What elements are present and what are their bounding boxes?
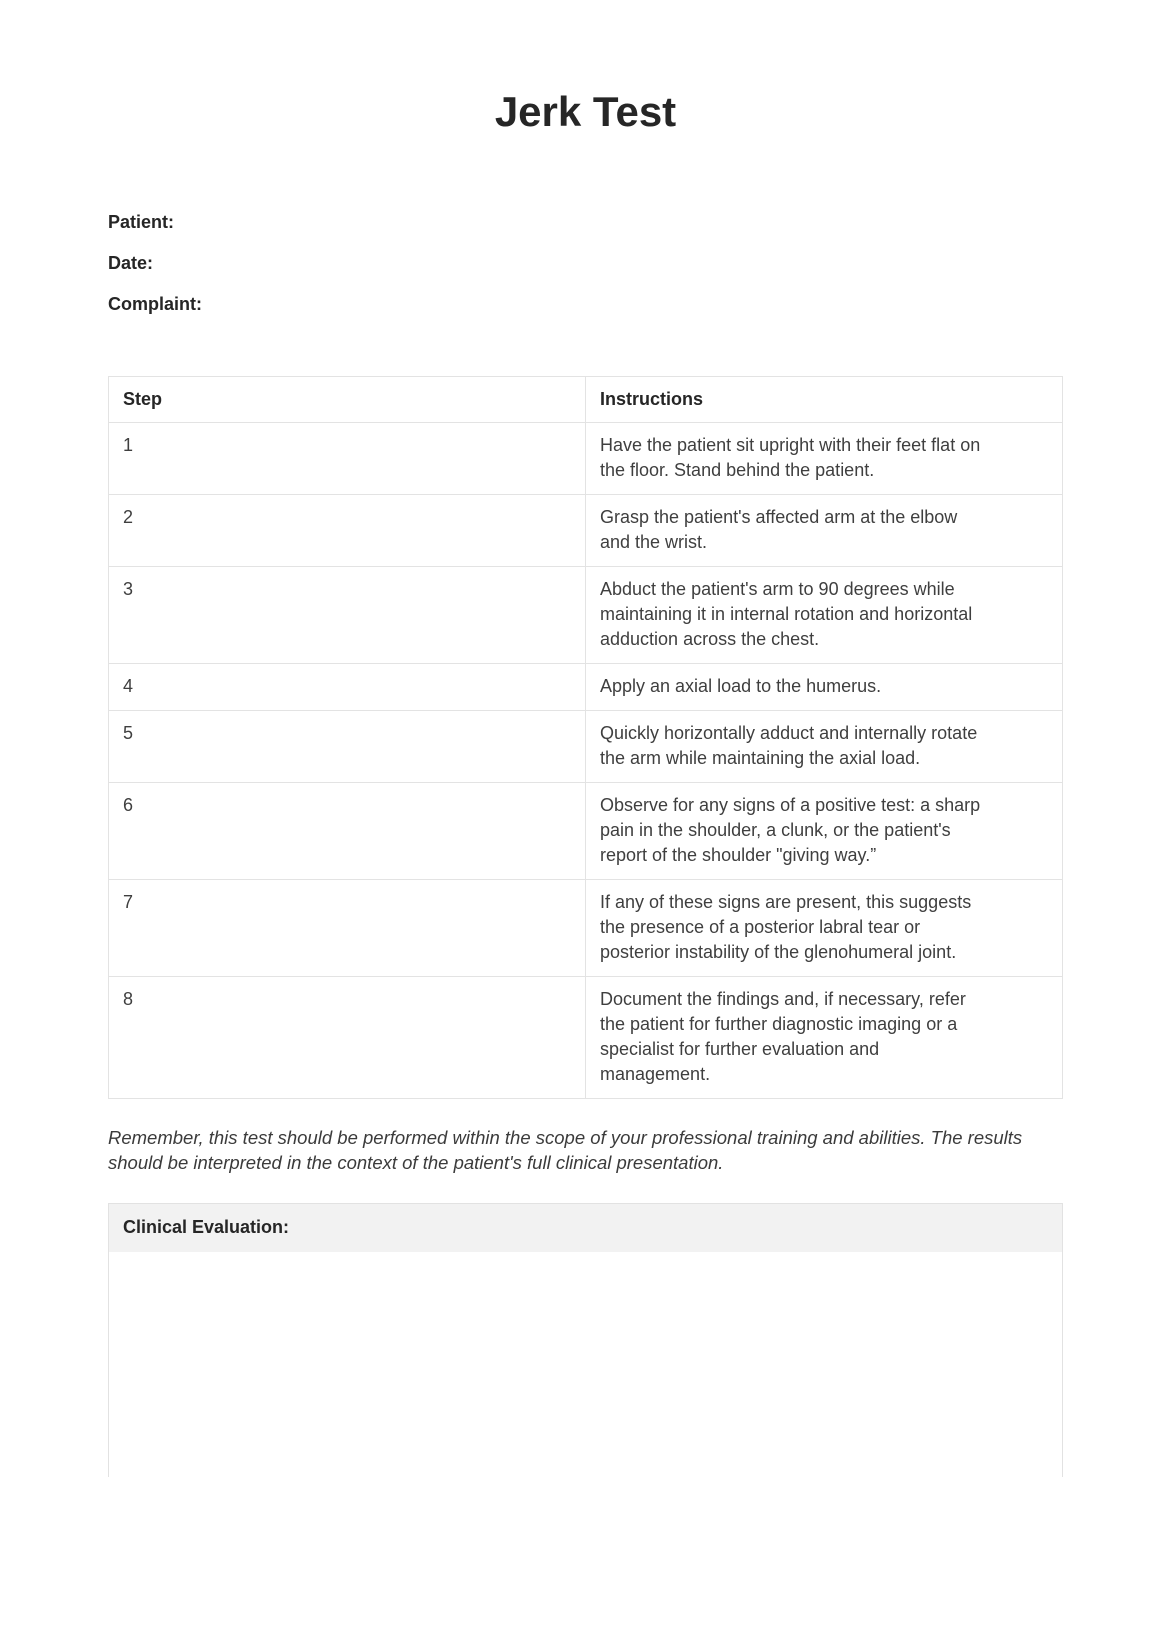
patient-field[interactable] [108,212,1063,232]
instruction-text: Quickly horizontally adduct and internally rotate the arm while maintaining the axial load. [600,723,978,768]
instruction-cell [586,664,1063,711]
instruction-cell [586,880,1063,977]
instruction-cell [586,977,1063,1099]
table-row [109,783,1063,880]
step-number: 4 [109,664,586,711]
instruction-text: If any of these signs are present, this suggests the presence of a posterior labral tear or posterior instability of the glenohumeral joint. [600,892,972,962]
complaint-field[interactable] [108,294,1063,314]
instruction-text: Document the findings and, if necessary, refer the patient for further diagnostic imaging or a specialist for further evaluation and management. [600,989,966,1084]
disclaimer-note: Remember, this test should be performed within the scope of your professional training and abilities. The results should be interpreted in the context of the patient's full clinical presentation. [108,1127,1023,1173]
instruction-text: Grasp the patient's affected arm at the elbow and the wrist. [600,507,958,552]
step-number: 5 [109,711,586,783]
clinical-evaluation-header [109,1204,1062,1252]
instruction-cell [586,711,1063,783]
step-number: 6 [109,783,586,880]
table-row [109,977,1063,1099]
instruction-text: Abduct the patient's arm to 90 degrees while maintaining it in internal rotation and horizontal adduction across the chest. [600,579,973,649]
instruction-cell [586,783,1063,880]
table-row [109,711,1063,783]
clinical-evaluation-label: Clinical Evaluation: [123,1217,290,1237]
page-title: Jerk Test [494,88,677,135]
step-number: 2 [109,495,586,567]
table-row [109,423,1063,495]
instruction-text: Observe for any signs of a positive test: a sharp pain in the shoulder, a clunk, or the patient's report of the shoulder "giving way.” [600,795,981,865]
table-row [109,495,1063,567]
instruction-cell [586,495,1063,567]
clinical-evaluation-box [108,1203,1063,1477]
instruction-text: Apply an axial load to the humerus. [600,676,882,696]
steps-table-head [109,377,1063,423]
date-field[interactable] [108,253,1063,273]
table-header-row [109,377,1063,423]
step-column-header: Step [109,377,586,423]
patient-info-section [108,212,1063,314]
steps-table-body [109,423,1063,1099]
step-number: 3 [109,567,586,664]
table-row [109,567,1063,664]
instructions-column-header: Instructions [586,377,1063,423]
steps-table [108,376,1063,1099]
step-number: 8 [109,977,586,1099]
date-label: Date: [108,253,154,273]
patient-label: Patient: [108,212,175,232]
complaint-label: Complaint: [108,294,202,314]
clinical-evaluation-input[interactable] [109,1252,1062,1478]
instruction-text: Have the patient sit upright with their feet flat on the floor. Stand behind the patient. [600,435,981,480]
step-number: 7 [109,880,586,977]
step-number: 1 [109,423,586,495]
instruction-cell [586,423,1063,495]
table-row [109,880,1063,977]
instruction-cell [586,567,1063,664]
table-row [109,664,1063,711]
